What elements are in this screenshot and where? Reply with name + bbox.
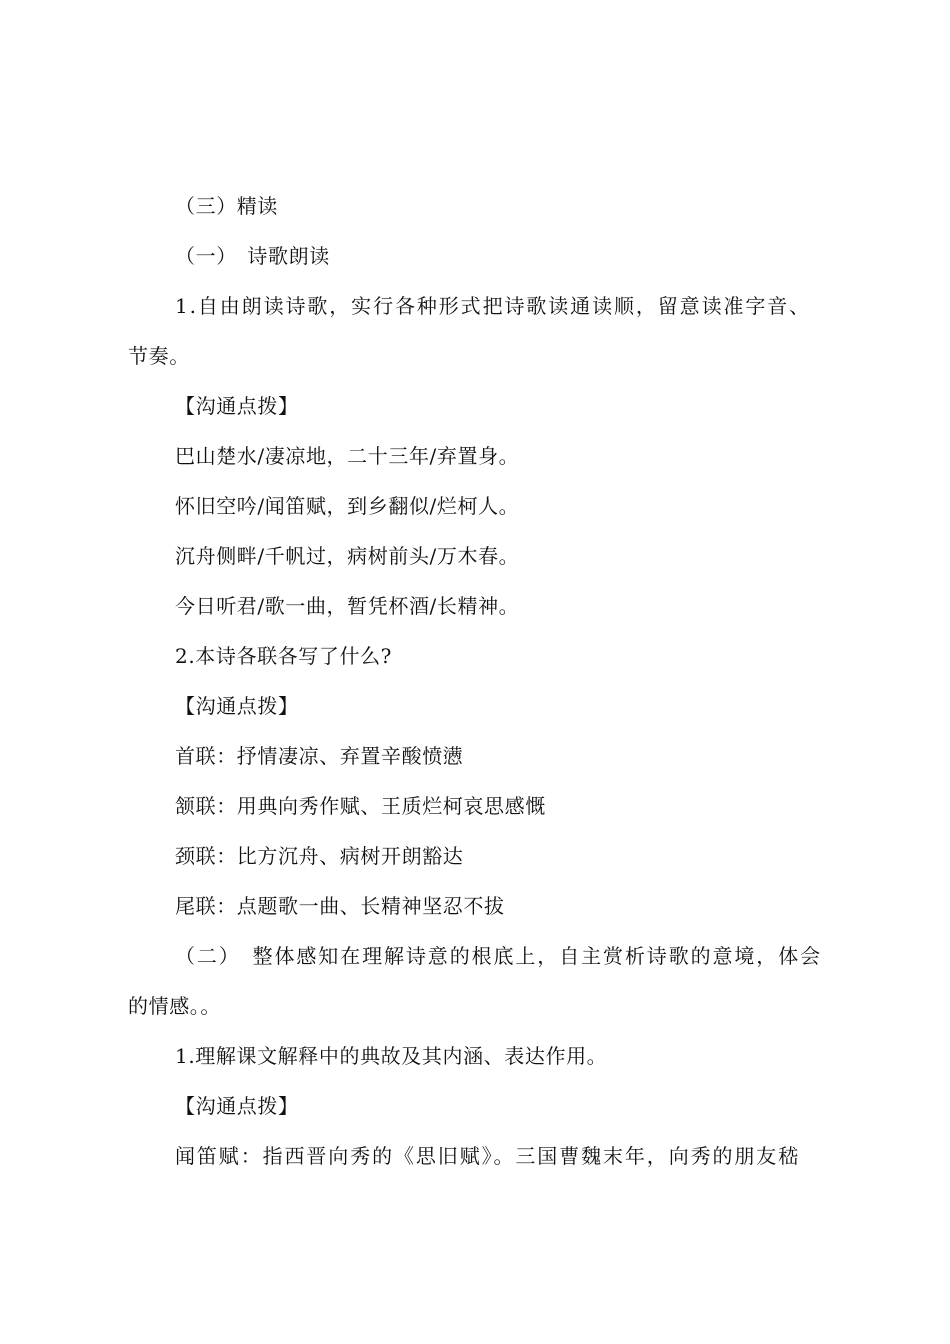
couplet-third: 颈联：比方沉舟、病树开朗豁达 — [175, 844, 464, 868]
tip-label: 【沟通点拨】 — [175, 394, 299, 418]
heading-poem-reading: （一） 诗歌朗读 — [175, 244, 330, 268]
paragraph-item-1-continued: 节奏。 — [128, 344, 190, 368]
couplet-second: 颔联：用典向秀作赋、王质烂柯哀思感慨 — [175, 794, 546, 818]
poem-line-4: 今日听君/歌一曲，暂凭杯酒/长精神。 — [175, 594, 520, 618]
poem-line-2: 怀旧空吟/闻笛赋，到乡翻似/烂柯人。 — [175, 494, 520, 518]
heading-overall-perception: （二） 整体感知在理解诗意的根底上，自主赏析诗歌的意境，体会 — [175, 944, 822, 968]
tip-label: 【沟通点拨】 — [175, 694, 299, 718]
paragraph-allusion-explanation: 闻笛赋：指西晋向秀的《思旧赋》。三国曹魏末年，向秀的朋友嵇 — [175, 1144, 801, 1168]
tip-label: 【沟通点拨】 — [175, 1094, 299, 1118]
poem-line-1: 巴山楚水/凄凉地，二十三年/弃置身。 — [175, 444, 520, 468]
couplet-last: 尾联：点题歌一曲、长精神坚忍不拔 — [175, 894, 505, 918]
paragraph-item-1: 1.自由朗读诗歌，实行各种形式把诗歌读通读顺，留意读准字音、 — [175, 294, 812, 318]
heading-overall-perception-continued: 的情感。。 — [128, 994, 221, 1018]
heading-section-three: （三）精读 — [175, 194, 278, 218]
paragraph-item-2: 2.本诗各联各写了什么? — [175, 644, 393, 668]
paragraph-allusion-item-1: 1.理解课文解释中的典故及其内涵、表达作用。 — [175, 1044, 608, 1068]
poem-line-3: 沉舟侧畔/千帆过，病树前头/万木春。 — [175, 544, 520, 568]
couplet-first: 首联：抒情凄凉、弃置辛酸愤懑 — [175, 744, 464, 768]
